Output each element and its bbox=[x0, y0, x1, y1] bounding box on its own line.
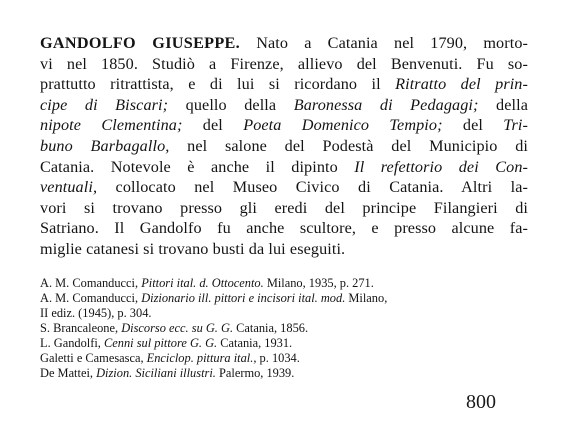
entry-line bbox=[40, 157, 528, 178]
text-segment: A. M. Comanducci, bbox=[40, 291, 142, 305]
bibliography bbox=[40, 276, 530, 381]
entry-line bbox=[40, 115, 528, 136]
text-segment: Milano, bbox=[345, 291, 388, 305]
italic-text: Poeta Domenico Tempio; bbox=[243, 116, 443, 135]
entry-line bbox=[40, 74, 528, 95]
text-segment: II ediz. (1945), p. 304. bbox=[40, 306, 152, 320]
text-segment: quello della bbox=[168, 95, 294, 114]
entry-line bbox=[40, 54, 528, 75]
italic-text: Enciclop. pittura ital., bbox=[146, 351, 257, 365]
page-number: 800 bbox=[466, 391, 496, 413]
text-segment: Catania. Notevole è anche il dipinto bbox=[40, 157, 355, 176]
text-segment: Galetti e Camesasca, bbox=[40, 351, 147, 365]
reference-line bbox=[40, 351, 530, 366]
text-segment: De Mattei, bbox=[40, 366, 97, 380]
entry-line bbox=[40, 177, 528, 198]
text-segment: Nato a Catania nel 1790, morto- bbox=[240, 34, 529, 52]
italic-text: Pittori ital. d. Ottocento. bbox=[141, 276, 264, 290]
text-segment: A. M. Comanducci, bbox=[40, 276, 142, 290]
italic-text: Dizion. Siciliani illustri. bbox=[96, 366, 216, 380]
italic-text: Dizionario ill. pittori e incisori ital. mod. bbox=[141, 291, 346, 305]
text-segment: nel salone del Podestà del Municipio di bbox=[169, 136, 528, 155]
text-segment: S. Brancaleone, bbox=[40, 321, 122, 335]
italic-text: Baronessa di Pedagagi; bbox=[293, 95, 479, 114]
text-segment: vori si trovano presso gli eredi del principe Filangieri di bbox=[40, 198, 528, 217]
text-segment: del bbox=[442, 116, 504, 135]
reference-line bbox=[40, 291, 530, 306]
italic-text: Cenni sul pittore G. G. bbox=[104, 336, 218, 350]
headword: GANDOLFO GIUSEPPE. bbox=[40, 34, 241, 52]
reference-line bbox=[40, 306, 530, 321]
text-segment: L. Gandolfi, bbox=[40, 336, 105, 350]
text-segment: della bbox=[478, 95, 529, 114]
text-segment: del bbox=[182, 116, 244, 135]
italic-text: Tri- bbox=[503, 116, 528, 135]
text-segment: vi nel 1850. Studiò a Firenze, allievo del Benvenuti. Fu so- bbox=[40, 54, 528, 73]
text-segment: Catania, 1856. bbox=[233, 321, 309, 335]
text-segment: p. 1034. bbox=[256, 351, 300, 365]
italic-text: Il refettorio dei Con- bbox=[354, 157, 528, 176]
entry-line bbox=[40, 95, 528, 116]
text-segment: Satriano. Il Gandolfo fu anche scultore, e presso alcune fa- bbox=[40, 219, 528, 238]
italic-text: ventuali, bbox=[40, 178, 98, 197]
text-segment: miglie catanesi si trovano busti da lui eseguiti. bbox=[40, 239, 346, 258]
italic-text: Discorso ecc. su G. G. bbox=[121, 321, 234, 335]
text-segment: Milano, 1935, p. 271. bbox=[263, 276, 374, 290]
reference-line bbox=[40, 321, 530, 336]
reference-line bbox=[40, 366, 530, 381]
entry-line bbox=[40, 239, 528, 260]
italic-text: Ritratto del prin- bbox=[395, 75, 528, 94]
text-segment: Catania, 1931. bbox=[217, 336, 293, 350]
entry-line bbox=[40, 218, 528, 239]
reference-line bbox=[40, 336, 530, 351]
text-segment: Palermo, 1939. bbox=[215, 366, 295, 380]
reference-line bbox=[40, 276, 530, 291]
italic-text: nipote Clementina; bbox=[40, 116, 183, 135]
italic-text: cipe di Biscari; bbox=[40, 95, 169, 114]
text-segment: prattutto ritrattista, e di lui si ricordano il bbox=[40, 75, 396, 94]
entry-line bbox=[40, 33, 528, 54]
text-segment: collocato nel Museo Civico di Catania. Altri la- bbox=[97, 178, 528, 197]
italic-text: buno Barbagallo, bbox=[40, 136, 170, 155]
entry-line bbox=[40, 136, 528, 157]
entry-line bbox=[40, 198, 528, 219]
biography-entry bbox=[40, 33, 528, 260]
